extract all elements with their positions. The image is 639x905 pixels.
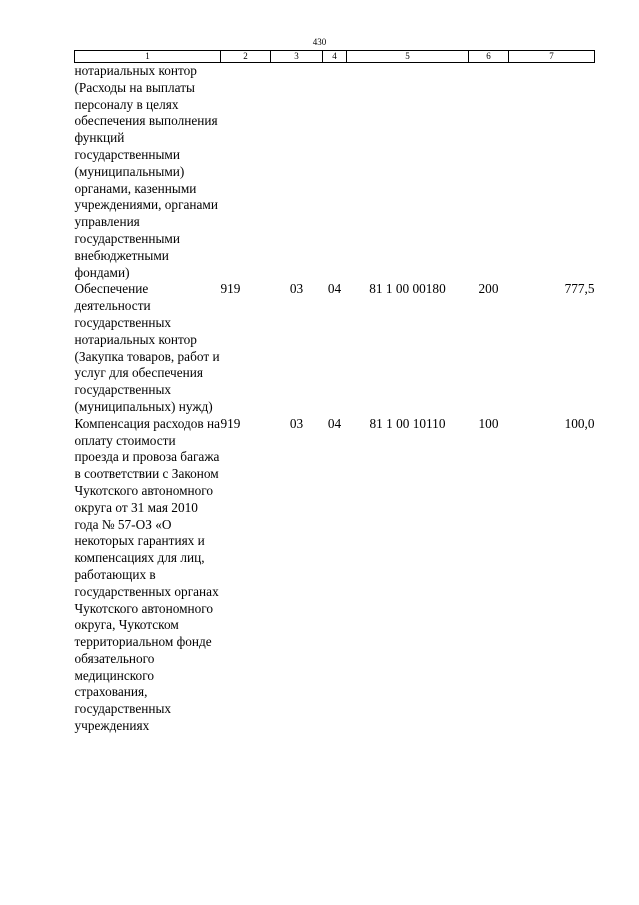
table-row	[75, 281, 595, 415]
row-amount: 100,0	[564, 415, 595, 431]
row-description: Обеспечение деятельности государственных нотариальных контор (Закупка товаров, работ и услуг для обеспечения государственных (муниципальных) нужд)	[74, 281, 220, 414]
row-chapter: 919	[220, 281, 241, 297]
table-row	[75, 416, 595, 735]
header-col-4: 4	[323, 51, 347, 63]
row-section	[271, 63, 323, 282]
header-col-7: 7	[509, 51, 595, 63]
row-amount	[509, 63, 595, 282]
row-chapter	[221, 63, 271, 282]
row-expense-type: 200	[478, 281, 499, 297]
budget-table	[74, 50, 595, 735]
row-amount: 777,5	[564, 281, 595, 297]
row-chapter: 919	[220, 415, 241, 431]
row-subsection: 04	[327, 415, 342, 431]
table-row	[75, 63, 595, 282]
row-article: 81 1 00 00180	[369, 281, 446, 297]
page-number: 430	[312, 37, 327, 47]
row-article	[347, 63, 469, 282]
row-section: 03	[289, 415, 304, 431]
row-description: Компенсация расходов на оплату стоимости проезда и провоза багажа в соответствии с Законом Чукотского автономного округа от 31 мая 2010 года № 57-ОЗ «О некоторых гарантиях и компенсациях для лиц, работающих в государственных органах Чукотского автономного округа, Чукотском территориальном фонде обязательного медицинского страхования, государственных учреждениях	[74, 415, 221, 734]
row-article: 81 1 00 10110	[369, 415, 446, 431]
row-description: нотариальных контор (Расходы на выплаты персоналу в целях обеспечения выполнения функций государственными (муниципальными) органами, казенными учреждениями, органами управления государственными внебюджетными фондами)	[74, 63, 218, 280]
row-subsection: 04	[327, 281, 342, 297]
header-col-5: 5	[347, 51, 469, 63]
header-col-2: 2	[221, 51, 271, 63]
header-col-6: 6	[469, 51, 509, 63]
row-subsection	[323, 63, 347, 282]
header-col-1: 1	[75, 51, 221, 63]
row-expense-type: 100	[478, 415, 499, 431]
row-section: 03	[289, 281, 304, 297]
header-row	[75, 51, 595, 63]
header-col-3: 3	[271, 51, 323, 63]
row-expense-type	[469, 63, 509, 282]
